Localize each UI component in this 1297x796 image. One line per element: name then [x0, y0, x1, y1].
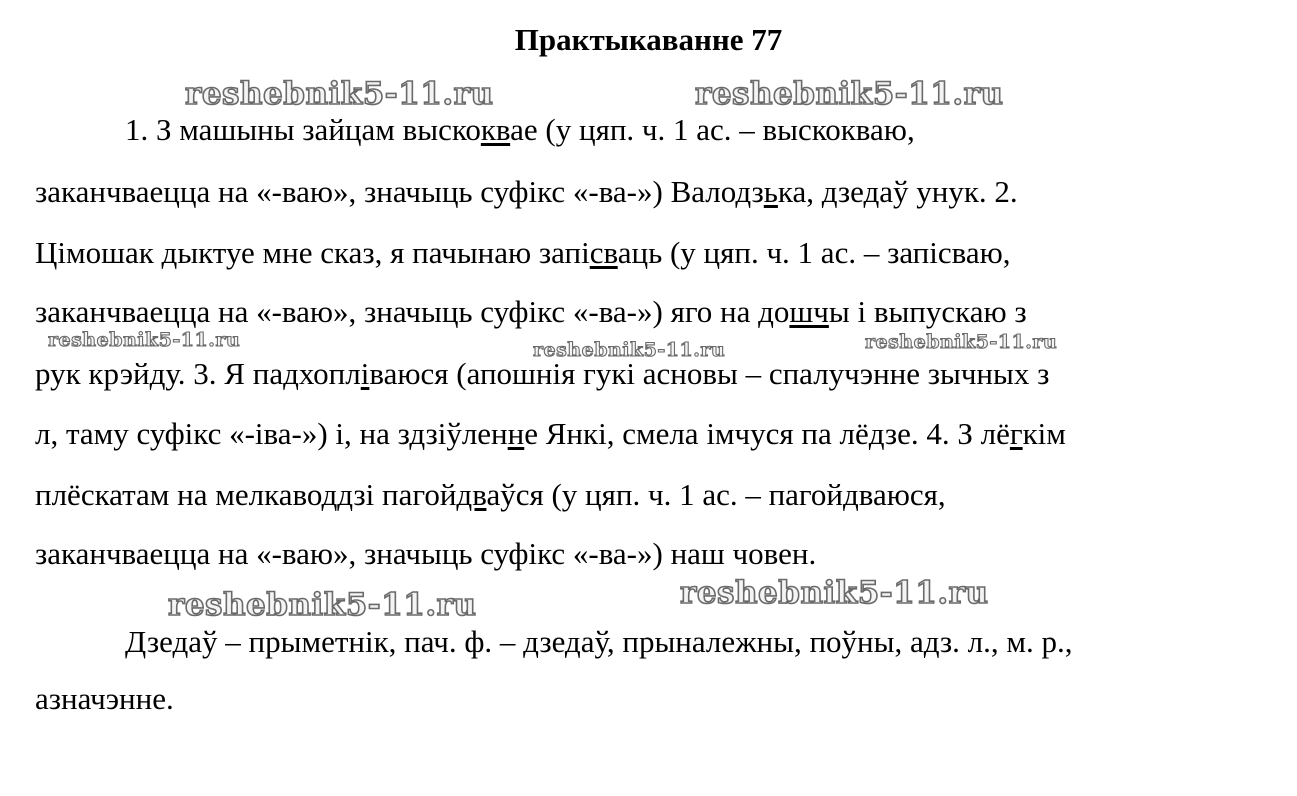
- text: кім: [1022, 416, 1066, 451]
- text-line: [35, 354, 1049, 394]
- underlined-morpheme: н: [507, 416, 525, 451]
- underlined-morpheme: г: [1009, 416, 1023, 451]
- text-line: [35, 414, 1066, 454]
- text: ае (у цяп. ч. 1 ас. – выскокваю,: [510, 112, 915, 147]
- text: аць (у цяп. ч. 1 ас. – запісваю,: [617, 235, 1011, 270]
- underlined-morpheme: ь: [763, 174, 778, 209]
- text: 1. З машыны зайцам выско: [125, 112, 481, 147]
- watermark: reshebnik5-11.ru: [680, 575, 989, 611]
- text-line: [35, 475, 946, 515]
- text-line: [35, 233, 1011, 273]
- watermark: reshebnik5-11.ru: [533, 339, 726, 361]
- underlined-morpheme: дв: [456, 477, 487, 512]
- text: л, таму суфікс «-іва-») і, на здзіўлен: [35, 416, 508, 451]
- text: заканчваецца на «-ваю», значыць суфікс «-ва-») яго на до: [35, 294, 790, 329]
- text-line: заканчваецца на «-ваю», значыць суфікс «-ва-») наш човен.: [35, 536, 817, 571]
- watermark: reshebnik5-11.ru: [168, 587, 477, 623]
- underlined-morpheme: кв: [480, 112, 511, 147]
- text: ы і выпускаю з: [828, 294, 1027, 329]
- page-title: Практыкаванне 77: [514, 22, 783, 57]
- underlined-morpheme: шч: [789, 294, 829, 329]
- text: плёскатам на мелкаводдзі пагой: [35, 477, 457, 512]
- text-line: [125, 110, 915, 150]
- text-line: азначэнне.: [35, 681, 174, 716]
- watermark: reshebnik5-11.ru: [185, 76, 494, 112]
- underlined-morpheme: і: [360, 356, 370, 391]
- watermark: reshebnik5-11.ru: [865, 331, 1058, 353]
- text-line: [35, 172, 1018, 212]
- text: аўся (у цяп. ч. 1 ас. – пагойдваюся,: [486, 477, 946, 512]
- watermark: reshebnik5-11.ru: [695, 76, 1004, 112]
- text: Цімошак дыктуе мне сказ, я пачынаю запі: [35, 235, 590, 270]
- text: ка, дзедаў унук. 2.: [777, 174, 1018, 209]
- text-line: [35, 292, 1027, 332]
- text: ваюся (апошнія гукі асновы – спалучэнне зычных з: [369, 356, 1050, 391]
- watermark: reshebnik5-11.ru: [48, 329, 241, 351]
- text-line: Дзедаў – прыметнік, пач. ф. – дзедаў, прыналежны, поўны, адз. л., м. р.,: [125, 624, 1073, 659]
- text: е Янкі, смела імчуся па лёдзе. 4. З лё: [524, 416, 1010, 451]
- text: заканчваецца на «-ваю», значыць суфікс «-ва-») Валодз: [35, 174, 764, 209]
- text: рук крэйду. 3. Я падхопл: [35, 356, 361, 391]
- underlined-morpheme: св: [589, 235, 618, 270]
